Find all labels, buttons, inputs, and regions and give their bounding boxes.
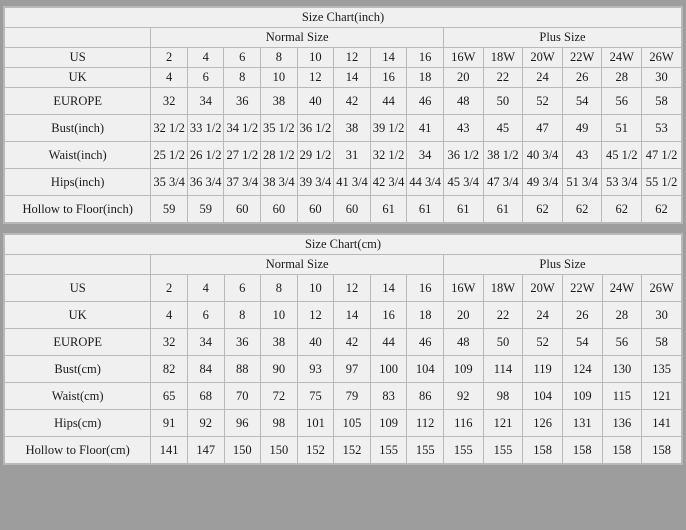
table-cell: 82 — [151, 356, 188, 383]
table-cell: 16W — [443, 275, 483, 302]
table-cell: 91 — [151, 410, 188, 437]
table-cell: 22W — [562, 48, 602, 68]
table-cell: 12 — [334, 48, 371, 68]
size-chart-cm-table — [4, 234, 682, 464]
table-cell: 65 — [151, 383, 188, 410]
table-cell: 37 3/4 — [224, 169, 261, 196]
table-cell: 130 — [602, 356, 642, 383]
table-cell: 40 — [297, 329, 334, 356]
table-cell: 43 — [562, 142, 602, 169]
row-label: Bust(cm) — [5, 356, 151, 383]
table-row — [5, 437, 682, 464]
table-cell: 155 — [443, 437, 483, 464]
table-cell: 42 — [334, 329, 371, 356]
table-cell: 34 — [407, 142, 444, 169]
table-cell: 14 — [370, 48, 407, 68]
table-cell: 152 — [334, 437, 371, 464]
table-cell: 41 3/4 — [334, 169, 371, 196]
table-cell: 6 — [224, 48, 261, 68]
table-cell: 46 — [407, 88, 444, 115]
table-cell: 25 1/2 — [151, 142, 188, 169]
table-cell: 121 — [642, 383, 682, 410]
table-row — [5, 169, 682, 196]
table-cell: 61 — [370, 196, 407, 223]
table-cell: 58 — [642, 329, 682, 356]
table-row — [5, 383, 682, 410]
row-label: EUROPE — [5, 329, 151, 356]
corner-cell — [5, 28, 151, 48]
table-cell: 61 — [407, 196, 444, 223]
table-row — [5, 329, 682, 356]
table-cell: 88 — [224, 356, 261, 383]
table-cell: 121 — [483, 410, 523, 437]
table-cell: 79 — [334, 383, 371, 410]
table-cell: 14 — [370, 275, 407, 302]
table-cell: 56 — [602, 329, 642, 356]
table-cell: 36 1/2 — [297, 115, 334, 142]
table-cell: 60 — [261, 196, 298, 223]
table-cell: 93 — [297, 356, 334, 383]
table-cell: 20W — [523, 275, 563, 302]
table-row — [5, 356, 682, 383]
table-row — [5, 48, 682, 68]
table-cell: 115 — [602, 383, 642, 410]
table-cell: 44 3/4 — [407, 169, 444, 196]
group-header-row — [5, 28, 682, 48]
table-cell: 96 — [224, 410, 261, 437]
group-normal-size: Normal Size — [151, 28, 444, 48]
row-label: US — [5, 275, 151, 302]
table-cell: 101 — [297, 410, 334, 437]
table-cell: 119 — [523, 356, 563, 383]
table-cell: 10 — [297, 48, 334, 68]
table-cell: 70 — [224, 383, 261, 410]
table-cell: 47 1/2 — [642, 142, 682, 169]
table-cell: 50 — [483, 329, 523, 356]
row-label: Waist(inch) — [5, 142, 151, 169]
table-cell: 16 — [407, 48, 444, 68]
table-cell: 155 — [483, 437, 523, 464]
table-cell: 4 — [187, 48, 224, 68]
table-cell: 16 — [407, 275, 444, 302]
table-cell: 84 — [187, 356, 224, 383]
table-cell: 62 — [562, 196, 602, 223]
table-cell: 16 — [370, 302, 407, 329]
table-cell: 4 — [151, 68, 188, 88]
group-plus-size: Plus Size — [443, 28, 681, 48]
table-cell: 30 — [642, 302, 682, 329]
table-cell: 38 1/2 — [483, 142, 523, 169]
table-row — [5, 196, 682, 223]
table-cell: 32 1/2 — [370, 142, 407, 169]
table-cell: 114 — [483, 356, 523, 383]
table-cell: 45 — [483, 115, 523, 142]
table-cell: 61 — [443, 196, 483, 223]
table-cell: 14 — [334, 68, 371, 88]
table-cell: 29 1/2 — [297, 142, 334, 169]
table-cell: 46 — [407, 329, 444, 356]
table-cell: 52 — [523, 88, 563, 115]
table-cell: 35 3/4 — [151, 169, 188, 196]
table-cell: 75 — [297, 383, 334, 410]
table-cell: 98 — [261, 410, 298, 437]
table-cell: 44 — [370, 88, 407, 115]
table-cell: 47 3/4 — [483, 169, 523, 196]
table-cell: 36 — [224, 88, 261, 115]
table-cell: 158 — [602, 437, 642, 464]
table-cell: 27 1/2 — [224, 142, 261, 169]
table-cell: 22 — [483, 68, 523, 88]
table-row — [5, 142, 682, 169]
table-cell: 16W — [443, 48, 483, 68]
table-cell: 150 — [261, 437, 298, 464]
table-cell: 55 1/2 — [642, 169, 682, 196]
title-row — [5, 8, 682, 28]
table-cell: 90 — [261, 356, 298, 383]
table-cell: 53 — [642, 115, 682, 142]
chart-title: Size Chart(inch) — [5, 8, 682, 28]
table-cell: 14 — [334, 302, 371, 329]
table-cell: 26W — [642, 275, 682, 302]
table-cell: 92 — [187, 410, 224, 437]
table-cell: 26 — [562, 68, 602, 88]
table-cell: 141 — [151, 437, 188, 464]
table-cell: 38 — [261, 88, 298, 115]
table-cell: 43 — [443, 115, 483, 142]
table-cell: 26 1/2 — [187, 142, 224, 169]
table-cell: 45 1/2 — [602, 142, 642, 169]
table-cell: 62 — [642, 196, 682, 223]
table-cell: 28 — [602, 68, 642, 88]
table-cell: 109 — [562, 383, 602, 410]
table-cell: 72 — [261, 383, 298, 410]
table-cell: 61 — [483, 196, 523, 223]
table-cell: 48 — [443, 329, 483, 356]
table-cell: 47 — [523, 115, 563, 142]
table-cell: 6 — [224, 275, 261, 302]
table-cell: 152 — [297, 437, 334, 464]
table-cell: 53 3/4 — [602, 169, 642, 196]
table-cell: 31 — [334, 142, 371, 169]
size-chart-inch-body — [5, 8, 682, 223]
table-cell: 18 — [407, 68, 444, 88]
table-row — [5, 115, 682, 142]
table-cell: 51 3/4 — [562, 169, 602, 196]
group-normal-size: Normal Size — [151, 255, 444, 275]
table-cell: 26 — [562, 302, 602, 329]
table-cell: 112 — [407, 410, 444, 437]
table-cell: 28 — [602, 302, 642, 329]
table-cell: 104 — [523, 383, 563, 410]
table-cell: 58 — [642, 88, 682, 115]
table-cell: 41 — [407, 115, 444, 142]
row-label: Bust(inch) — [5, 115, 151, 142]
table-cell: 2 — [151, 275, 188, 302]
table-cell: 60 — [334, 196, 371, 223]
table-cell: 32 — [151, 329, 188, 356]
size-chart-cm-body — [5, 235, 682, 464]
table-cell: 20W — [523, 48, 563, 68]
table-cell: 158 — [523, 437, 563, 464]
table-cell: 141 — [642, 410, 682, 437]
table-cell: 24W — [602, 48, 642, 68]
table-cell: 126 — [523, 410, 563, 437]
table-cell: 32 — [151, 88, 188, 115]
table-cell: 155 — [370, 437, 407, 464]
table-cell: 2 — [151, 48, 188, 68]
table-cell: 36 3/4 — [187, 169, 224, 196]
chart-title: Size Chart(cm) — [5, 235, 682, 255]
table-cell: 30 — [642, 68, 682, 88]
table-cell: 62 — [523, 196, 563, 223]
table-cell: 4 — [151, 302, 188, 329]
table-cell: 158 — [642, 437, 682, 464]
table-cell: 20 — [443, 68, 483, 88]
row-label: US — [5, 48, 151, 68]
row-label: Hips(cm) — [5, 410, 151, 437]
table-cell: 20 — [443, 302, 483, 329]
table-cell: 6 — [187, 302, 224, 329]
table-cell: 38 3/4 — [261, 169, 298, 196]
table-cell: 32 1/2 — [151, 115, 188, 142]
table-cell: 105 — [334, 410, 371, 437]
table-cell: 86 — [407, 383, 444, 410]
corner-cell — [5, 255, 151, 275]
table-cell: 42 3/4 — [370, 169, 407, 196]
table-cell: 131 — [562, 410, 602, 437]
table-cell: 60 — [297, 196, 334, 223]
table-cell: 147 — [187, 437, 224, 464]
table-cell: 12 — [297, 302, 334, 329]
table-cell: 54 — [562, 329, 602, 356]
table-cell: 49 — [562, 115, 602, 142]
table-cell: 24 — [523, 68, 563, 88]
group-header-row — [5, 255, 682, 275]
table-cell: 155 — [407, 437, 444, 464]
table-cell: 39 3/4 — [297, 169, 334, 196]
table-cell: 56 — [602, 88, 642, 115]
table-cell: 83 — [370, 383, 407, 410]
table-cell: 12 — [334, 275, 371, 302]
table-cell: 10 — [261, 68, 298, 88]
table-cell: 109 — [443, 356, 483, 383]
table-cell: 104 — [407, 356, 444, 383]
table-row — [5, 410, 682, 437]
table-cell: 116 — [443, 410, 483, 437]
table-cell: 59 — [151, 196, 188, 223]
row-label: Hollow to Floor(cm) — [5, 437, 151, 464]
row-label: Hollow to Floor(inch) — [5, 196, 151, 223]
row-label: UK — [5, 302, 151, 329]
table-cell: 59 — [187, 196, 224, 223]
table-cell: 10 — [297, 275, 334, 302]
table-cell: 39 1/2 — [370, 115, 407, 142]
row-label: UK — [5, 68, 151, 88]
table-cell: 40 3/4 — [523, 142, 563, 169]
table-row — [5, 68, 682, 88]
table-cell: 12 — [297, 68, 334, 88]
table-cell: 42 — [334, 88, 371, 115]
table-cell: 22W — [562, 275, 602, 302]
size-chart-cm-block — [3, 233, 683, 465]
table-row — [5, 275, 682, 302]
table-cell: 18W — [483, 48, 523, 68]
table-cell: 38 — [261, 329, 298, 356]
table-cell: 92 — [443, 383, 483, 410]
table-cell: 50 — [483, 88, 523, 115]
table-cell: 52 — [523, 329, 563, 356]
table-cell: 109 — [370, 410, 407, 437]
table-cell: 16 — [370, 68, 407, 88]
table-cell: 54 — [562, 88, 602, 115]
table-cell: 8 — [261, 275, 298, 302]
table-cell: 36 — [224, 329, 261, 356]
table-cell: 62 — [602, 196, 642, 223]
size-chart-inch-table — [4, 7, 682, 223]
table-cell: 136 — [602, 410, 642, 437]
table-cell: 124 — [562, 356, 602, 383]
group-plus-size: Plus Size — [443, 255, 681, 275]
table-cell: 8 — [224, 302, 261, 329]
row-label: Waist(cm) — [5, 383, 151, 410]
table-cell: 28 1/2 — [261, 142, 298, 169]
row-label: EUROPE — [5, 88, 151, 115]
table-cell: 135 — [642, 356, 682, 383]
table-cell: 35 1/2 — [261, 115, 298, 142]
table-cell: 51 — [602, 115, 642, 142]
table-cell: 60 — [224, 196, 261, 223]
table-cell: 49 3/4 — [523, 169, 563, 196]
table-cell: 24 — [523, 302, 563, 329]
table-cell: 98 — [483, 383, 523, 410]
table-cell: 26W — [642, 48, 682, 68]
table-cell: 8 — [224, 68, 261, 88]
table-cell: 34 — [187, 329, 224, 356]
table-cell: 34 1/2 — [224, 115, 261, 142]
table-cell: 38 — [334, 115, 371, 142]
table-cell: 22 — [483, 302, 523, 329]
table-cell: 4 — [187, 275, 224, 302]
row-label: Hips(inch) — [5, 169, 151, 196]
table-row — [5, 302, 682, 329]
table-cell: 6 — [187, 68, 224, 88]
table-cell: 44 — [370, 329, 407, 356]
table-cell: 45 3/4 — [443, 169, 483, 196]
table-cell: 18 — [407, 302, 444, 329]
table-cell: 24W — [602, 275, 642, 302]
table-cell: 18W — [483, 275, 523, 302]
table-cell: 150 — [224, 437, 261, 464]
table-cell: 158 — [562, 437, 602, 464]
table-cell: 48 — [443, 88, 483, 115]
table-cell: 68 — [187, 383, 224, 410]
title-row — [5, 235, 682, 255]
table-cell: 34 — [187, 88, 224, 115]
table-cell: 40 — [297, 88, 334, 115]
table-cell: 100 — [370, 356, 407, 383]
table-cell: 36 1/2 — [443, 142, 483, 169]
table-cell: 33 1/2 — [187, 115, 224, 142]
table-cell: 10 — [261, 302, 298, 329]
table-row — [5, 88, 682, 115]
table-cell: 97 — [334, 356, 371, 383]
table-cell: 8 — [261, 48, 298, 68]
size-chart-inch-block — [3, 6, 683, 224]
